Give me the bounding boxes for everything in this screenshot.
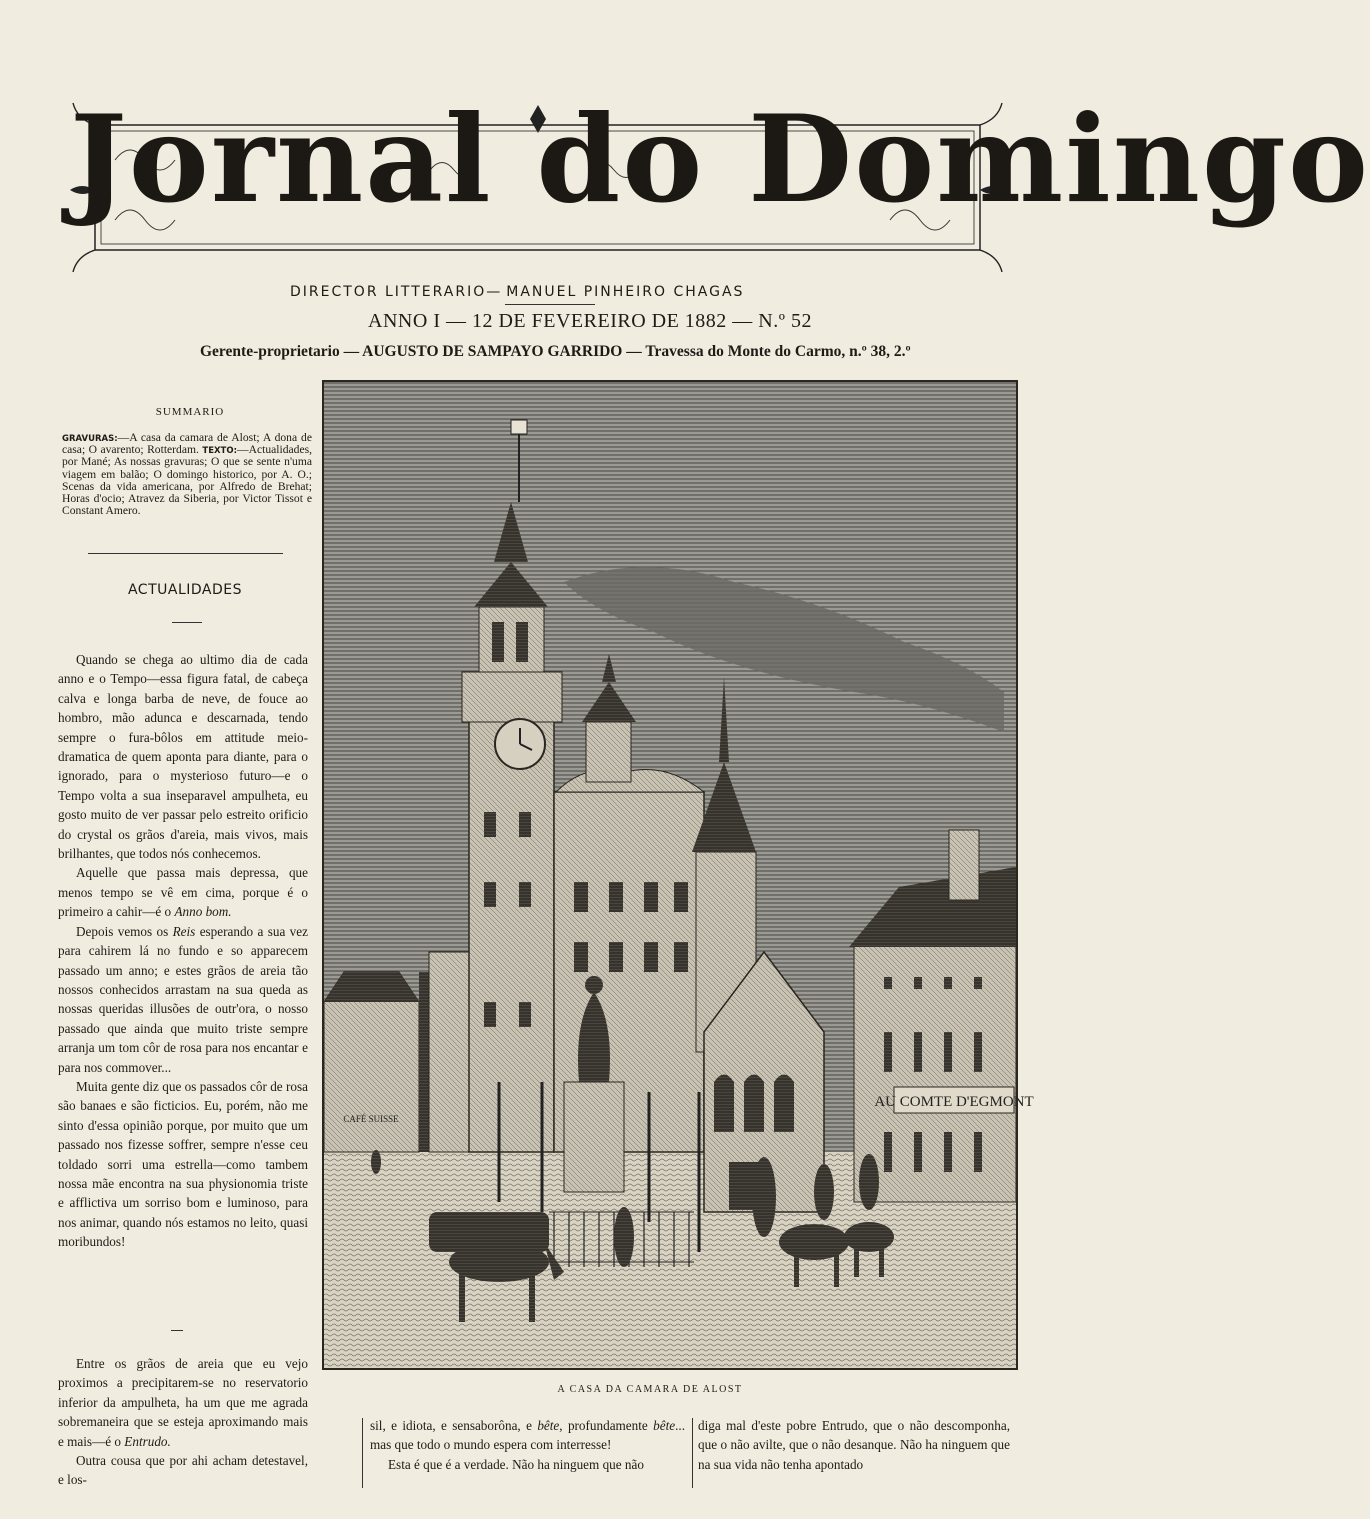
gravuras-text: —A casa da camara de Alost; A dona de casa; O avarento; Rotterdam. — [62, 431, 312, 457]
article-column-middle — [370, 1416, 685, 1474]
director-label: DIRECTOR LITTERARIO— — [290, 284, 503, 300]
engraving-illustration — [322, 380, 1034, 1370]
director-name: MANUEL PINHEIRO CHAGAS — [506, 284, 745, 300]
town-hall-engraving — [324, 382, 1034, 1368]
section-title: ACTUALIDADES — [127, 582, 243, 598]
summary-block — [62, 432, 312, 517]
paragraph: Depois vemos os Reis esperando a sua vez para cahirem lá no fundo e so apparecem passado um anno; e estes grãos de areia tão nossos conhecidos arrastam na sua queda as nossas queridas illusões de outr'ora, o nosso passado que ainda que muito triste sempre arranja um tom côr de rosa para nos encantar e para nos commover... — [58, 923, 308, 1075]
manager-line: Gerente-proprietario — AUGUSTO DE SAMPAYO GARRIDO — Travessa do Monte do Carmo, n.º 38, 2.º — [200, 343, 911, 360]
column-rule — [692, 1418, 693, 1488]
paragraph: Quando se chega ao ultimo dia de cada anno e o Tempo—essa figura fatal, de cabeça calva e longa barba de neve, de fouce ao hombro, mão adunca e descarnada, tendo sempre o fura-bôlos em attitude meio-dramatica de quem aponta para diante, para o ignorado, para o mysterioso futuro—e o Tempo volta a sua inseparavel ampulheta, eu gosto muito de ver passar pelo estreito orificio do crystal os grãos d'areia, mais vivos, mais brilhantes, que todos nós conhecemos. — [58, 652, 308, 862]
article-column-left-continued — [58, 1354, 308, 1490]
gravuras-label: GRAVURAS: — [62, 434, 118, 444]
paragraph: sil, e idiota, e sensaborôna, e bête, profundamente bête... mas que todo o mundo espera com interresse! — [370, 1418, 685, 1453]
paragraph: Esta é que é a verdade. Não ha ninguem que não — [388, 1456, 644, 1472]
paragraph: Outra cousa que por ahi acham detestavel, e los- — [58, 1453, 308, 1488]
issue-line: ANNO I — 12 DE FEVEREIRO DE 1882 — N.º 52 — [368, 310, 812, 332]
divider — [171, 1330, 183, 1331]
cafe-sign: CAFÉ SUISSE — [343, 1114, 399, 1124]
divider — [88, 553, 283, 554]
divider — [172, 622, 202, 623]
article-column-left — [58, 650, 308, 1252]
texto-label: TEXTO: — [202, 446, 237, 457]
masthead-title: Jornal do Domingo — [70, 89, 1370, 230]
engraving-caption: A CASA DA CAMARA DE ALOST — [557, 1384, 743, 1395]
column-rule — [362, 1418, 363, 1488]
director-line — [290, 284, 810, 300]
paragraph: Muita gente diz que os passados côr de rosa são banaes e são ficticios. Eu, porém, não me sinto d'essa opinião porque, por muito que um passado nos fizesse soffrer, sempre n'esse ceu toldado sorri uma estrella—como tambem nossa mãe encontra na sua physionomia triste e afflictiva um sorriso bom e luminoso, para nos animar, quando nós estamos no leito, quasi moribundos! — [58, 1078, 308, 1250]
summary-heading: SUMMARIO — [155, 406, 225, 418]
masthead — [70, 70, 1370, 275]
texto-text: —Actualidades, por Mané; As nossas gravuras; O que se sente n'uma viagem em balão; O domingo historico, por A. O.; Scenas da vida americana, por Alfredo de Brehat; Horas d'ocio; Atravez da Siberia, por Victor Tissot e Constant Amero. — [62, 443, 312, 518]
article-column-right — [698, 1416, 1010, 1474]
director-rule — [505, 304, 595, 305]
paragraph: Entre os grãos de areia que eu vejo proximos a precipitarem-se no reservatorio inferior da ampulheta, ha um que me agrada sobremaneira que se esteja aproximando mais e mais—é o Entrudo. — [58, 1356, 308, 1449]
paragraph: Aquelle que passa mais depressa, que menos tempo se vê em cima, porque é o primeiro a cahir—é o Anno bom. — [58, 865, 308, 920]
shop-sign: AU COMTE D'EGMONT — [874, 1094, 1034, 1110]
paragraph: diga mal d'este pobre Entrudo, que o não descomponha, que o não avilte, que o não desanque. Não ha ninguem que na sua vida não tenha apontado — [698, 1418, 1010, 1472]
